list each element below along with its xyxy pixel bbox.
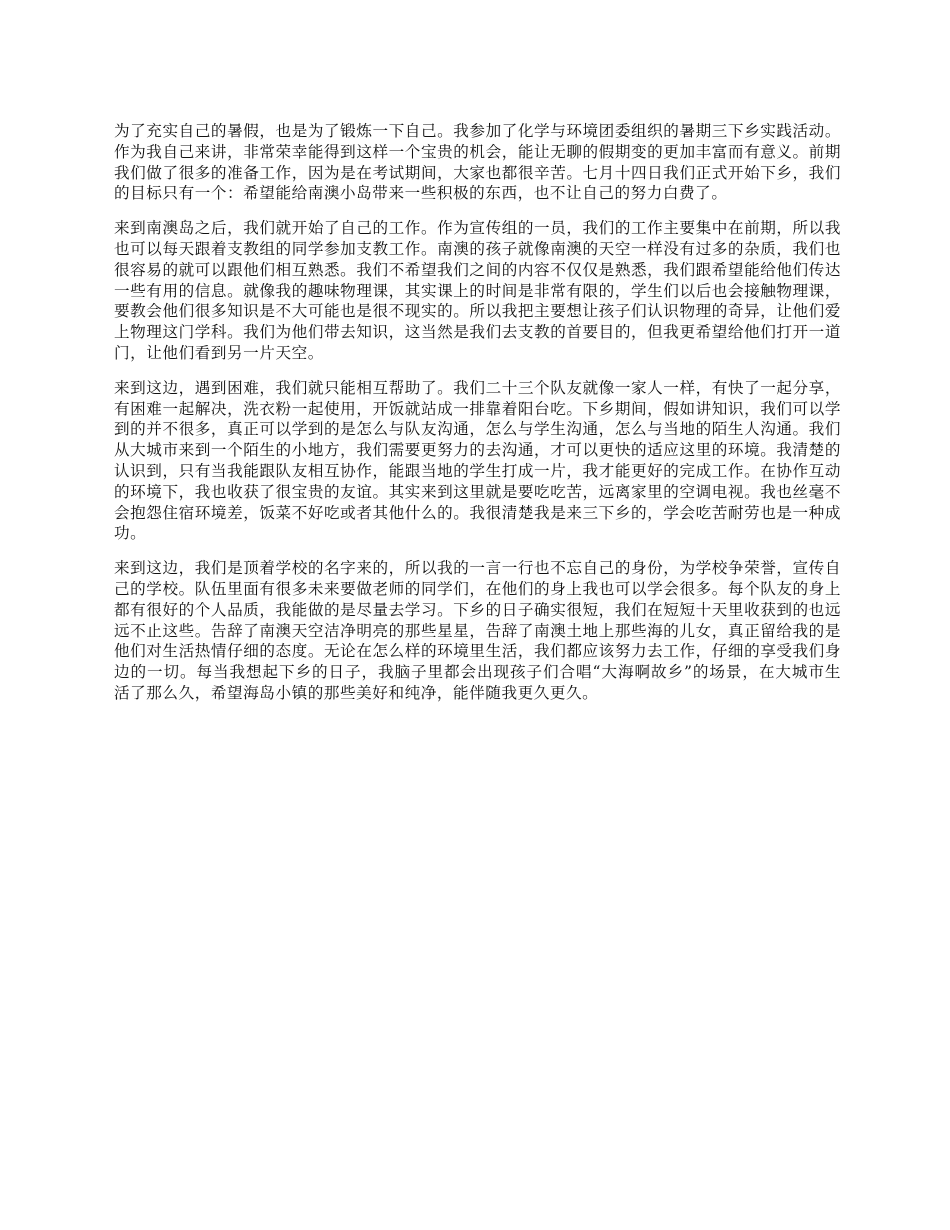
paragraph-1: 为了充实自己的暑假，也是为了锻炼一下自己。我参加了化学与环境团委组织的暑期三下乡实践活动。作为我自己来讲，非常荣幸能得到这样一个宝贵的机会，能让无聊的假期变的更加丰富而有意义。前期我们做了很多的准备工作，因为是在考试期间，大家也都很辛苦。七月十四日我们正式开始下乡，我们的目标只有一个：希望能给南澳小岛带来一些积极的东西，也不让自己的努力白费了。 bbox=[114, 122, 841, 203]
document-page bbox=[114, 121, 841, 718]
paragraph-2: 来到南澳岛之后，我们就开始了自己的工作。作为宣传组的一员，我们的工作主要集中在前期，所以我也可以每天跟着支教组的同学参加支教工作。南澳的孩子就像南澳的天空一样没有过多的杂质，我们也很容易的就可以跟他们相互熟悉。我们不希望我们之间的内容不仅仅是熟悉，我们跟希望能给他们传达一些有用的信息。就像我的趣味物理课，其实课上的时间是非常有限的，学生们以后也会接触物理课，要教会他们很多知识是不大可能也是很不现实的。所以我把主要想让孩子们认识物理的奇异，让他们爱上物理这门学科。我们为他们带去知识，这当然是我们去支教的首要目的，但我更希望给他们打开一道门，让他们看到另一片天空。 bbox=[114, 219, 841, 362]
paragraph-4: 来到这边，我们是顶着学校的名字来的，所以我的一言一行也不忘自己的身份，为学校争荣誉，宣传自己的学校。队伍里面有很多未来要做老师的同学们，在他们的身上我也可以学会很多。每个队友的身上都有很好的个人品质，我能做的是尽量去学习。下乡的日子确实很短，我们在短短十天里收获到的也远远不止这些。告辞了南澳天空洁净明亮的那些星星，告辞了南澳土地上那些海的儿女，真正留给我的是他们对生活热情仔细的态度。无论在怎么样的环境里生活，我们都应该努力去工作，仔细的享受我们身边的一切。每当我想起下乡的日子，我脑子里都会出现孩子们合唱“大海啊故乡”的场景，在大城市生活了那么久，希望海岛小镇的那些美好和纯净，能伴随我更久更久。 bbox=[114, 559, 841, 702]
paragraph-3: 来到这边，遇到困难，我们就只能相互帮助了。我们二十三个队友就像一家人一样，有快了一起分享，有困难一起解决，洗衣粉一起使用，开饭就站成一排靠着阳台吃。下乡期间，假如讲知识，我们可以学到的并不很多，真正可以学到的是怎么与队友沟通，怎么与学生沟通，怎么与当地的陌生人沟通。我们从大城市来到一个陌生的小地方，我们需要更努力的去沟通，才可以更快的适应这里的环境。我清楚的认识到，只有当我能跟队友相互协作，能跟当地的学生打成一片，我才能更好的完成工作。在协作互动的环境下，我也收获了很宝贵的友谊。其实来到这里就是要吃吃苦，远离家里的空调电视。我也丝毫不会抱怨住宿环境差，饭菜不好吃或者其他什么的。我很清楚我是来三下乡的，学会吃苦耐劳也是一种成功。 bbox=[114, 378, 841, 543]
